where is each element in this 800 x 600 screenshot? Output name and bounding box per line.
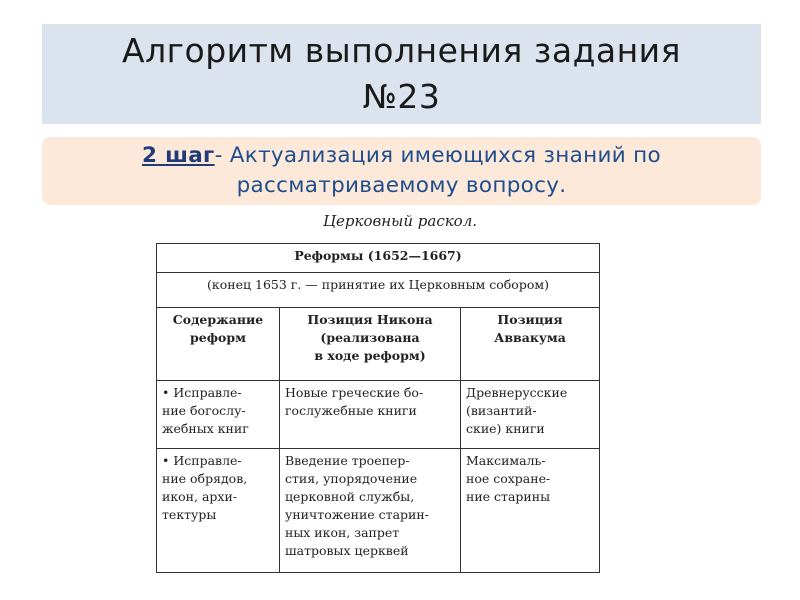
step-text: - Актуализация имеющихся знаний по: [214, 143, 661, 168]
cell-line: Новые греческие бо-: [285, 385, 424, 400]
slide-title: [122, 28, 681, 120]
cell-line: уничтожение старин-: [285, 507, 429, 522]
table-cell: [280, 449, 461, 573]
header-line: Аввакума: [494, 330, 566, 345]
table-cell: [157, 381, 280, 449]
step-banner: [42, 137, 761, 205]
title-banner: [42, 24, 761, 124]
step-line-1: [142, 141, 661, 171]
table-cell: [461, 449, 600, 573]
step-label: 2 шаг: [142, 143, 215, 168]
step-description: [142, 141, 661, 201]
cell-line: • Исправле-: [162, 385, 242, 400]
cell-line: ские) книги: [466, 421, 545, 436]
header-cell-avvakum: [461, 308, 600, 381]
header-line: реформ: [190, 330, 246, 345]
cell-line: ное сохране-: [466, 471, 551, 486]
table-title-row: [157, 244, 600, 273]
cell-line: жебных книг: [162, 421, 249, 436]
cell-line: ных икон, запрет: [285, 525, 400, 540]
table-subtitle-row: [157, 273, 600, 308]
cell-line: ние обрядов,: [162, 471, 248, 486]
cell-line: Введение троепер-: [285, 453, 410, 468]
header-cell-nikon: [280, 308, 461, 381]
cell-line: гослужебные книги: [285, 403, 417, 418]
table-title: Реформы (1652—1667): [157, 244, 600, 273]
header-line: Содержание: [172, 312, 264, 327]
table-caption: Церковный раскол.: [322, 212, 478, 230]
table-row: [157, 449, 600, 573]
cell-line: шатровых церквей: [285, 543, 409, 558]
cell-line: (византий-: [466, 403, 537, 418]
slide-title-line-2: №23: [362, 77, 441, 116]
table-cell: [280, 381, 461, 449]
header-line: (реализована: [320, 330, 420, 345]
cell-line: стия, упорядочение: [285, 471, 418, 486]
header-line: Позиция: [497, 312, 563, 327]
header-cell-content: [157, 308, 280, 381]
table-row: [157, 381, 600, 449]
cell-line: икон, архи-: [162, 489, 238, 504]
reforms-table: [156, 243, 600, 573]
slide-title-line-1: Алгоритм выполнения задания: [122, 31, 681, 70]
table-cell: [157, 449, 280, 573]
cell-line: Древнерусские: [466, 385, 568, 400]
cell-line: церковной службы,: [285, 489, 415, 504]
step-line-2: рассматриваемому вопросу.: [236, 173, 567, 198]
cell-line: тектуры: [162, 507, 217, 522]
cell-line: Максималь-: [466, 453, 546, 468]
table-header-row: [157, 308, 600, 381]
cell-line: ние старины: [466, 489, 551, 504]
table-cell: [461, 381, 600, 449]
cell-line: • Исправле-: [162, 453, 242, 468]
header-line: Позиция Никона: [307, 312, 433, 327]
cell-line: ние богослу-: [162, 403, 246, 418]
table-subtitle: (конец 1653 г. — принятие их Церковным собором): [157, 273, 600, 308]
header-line: в ходе реформ): [314, 348, 426, 363]
